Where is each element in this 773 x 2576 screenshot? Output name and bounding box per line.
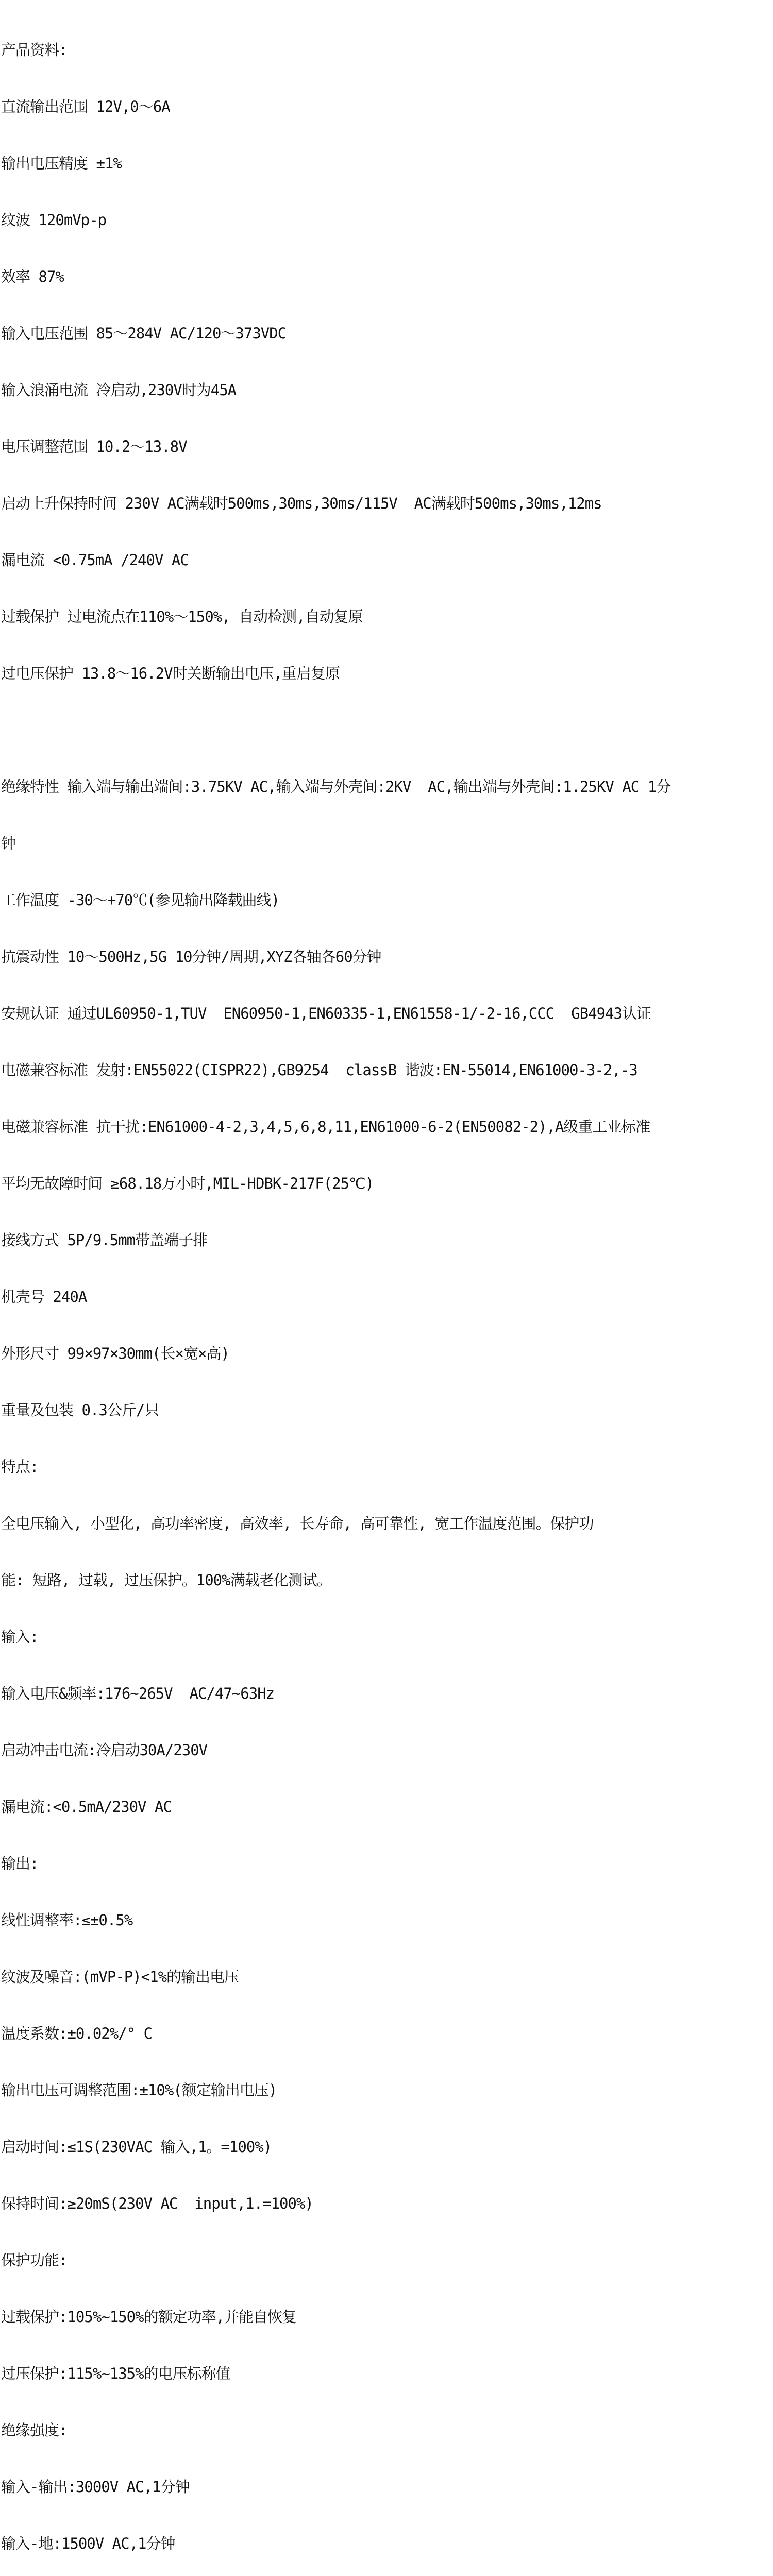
doc-line: 输入电压&频率:176~265V AC/47~63Hz [1, 1685, 275, 1702]
doc-line: 线性调整率:≤±0.5% [1, 1911, 133, 1929]
section-heading: 绝缘强度: [1, 2421, 68, 2439]
doc-line: 重量及包装 0.3公斤/只 [1, 1401, 159, 1419]
doc-line: 效率 87% [1, 268, 64, 285]
doc-line: 保持时间:≥20mS(230V AC input,1.=100%) [1, 2195, 313, 2212]
doc-line: 全电压输入, 小型化, 高功率密度, 高效率, 长寿命, 高可靠性, 宽工作温度范围。保护功 [1, 1515, 594, 1532]
doc-line: 纹波及噪音:(mVP-P)<1%的输出电压 [1, 1968, 239, 1986]
doc-line: 输出电压可调整范围:±10%(额定输出电压) [1, 2081, 277, 2099]
doc-line: 启动冲击电流:冷启动30A/230V [1, 1741, 208, 1759]
doc-line: 输入-输出:3000V AC,1分钟 [1, 2478, 190, 2496]
doc-line: 接线方式 5P/9.5mm带盖端子排 [1, 1231, 208, 1249]
doc-line: 过载保护 过电流点在110%～150%, 自动检测,自动复原 [1, 608, 363, 625]
doc-line: 电磁兼容标准 抗干扰:EN61000-4-2,3,4,5,6,8,11,EN61000-6-2(EN50082-2),A级重工业标准 [1, 1118, 650, 1136]
doc-line: 抗震动性 10～500Hz,5G 10分钟/周期,XYZ各轴各60分钟 [1, 948, 381, 965]
blank-line [1, 719, 773, 741]
doc-line: 直流输出范围 12V,0～6A [1, 98, 170, 115]
doc-line: 输入电压范围 85～284V AC/120～373VDC [1, 325, 287, 342]
doc-line: 安规认证 通过UL60950-1,TUV EN60950-1,EN60335-1,EN61558-1/-2-16,CCC GB4943认证 [1, 1005, 651, 1022]
doc-line: 输出电压精度 ±1% [1, 155, 122, 172]
doc-line: 平均无故障时间 ≥68.18万小时,MIL-HDBK-217F(25℃) [1, 1175, 374, 1192]
doc-line: 启动上升保持时间 230V AC满载时500ms,30ms,30ms/115V AC满载时500ms,30ms,12ms [1, 495, 602, 512]
doc-line: 绝缘特性 输入端与输出端间:3.75KV AC,输入端与外壳间:2KV AC,输出端与外壳间:1.25KV AC 1分 [1, 778, 671, 795]
doc-line: 机壳号 240A [1, 1288, 87, 1306]
doc-line: 工作温度 -30～+70℃(参见输出降载曲线) [1, 891, 280, 909]
doc-line: 输入浪涌电流 冷启动,230V时为45A [1, 381, 237, 399]
doc-line: 启动时间:≤1S(230VAC 输入,1。=100%) [1, 2138, 272, 2156]
doc-line: 过电压保护 13.8～16.2V时关断输出电压,重启复原 [1, 665, 340, 682]
doc-line: 电压调整范围 10.2～13.8V [1, 438, 187, 455]
section-heading: 输出: [1, 1855, 39, 1872]
doc-line: 纹波 120mVp-p [1, 211, 107, 229]
doc-line: 钟 [1, 835, 16, 852]
doc-line: 能: 短路, 过载, 过压保护。100%满载老化测试。 [1, 1571, 331, 1589]
section-heading: 输入: [1, 1628, 39, 1646]
section-heading: 保护功能: [1, 2251, 68, 2269]
doc-line: 过载保护:105%~150%的额定功率,并能自恢复 [1, 2308, 297, 2326]
doc-line: 电磁兼容标准 发射:EN55022(CISPR22),GB9254 classB 谐波:EN-55014,EN61000-3-2,-3 [1, 1061, 637, 1079]
doc-line: 外形尺寸 99×97×30mm(长×宽×高) [1, 1345, 229, 1362]
doc-line: 漏电流 <0.75mA /240V AC [1, 551, 189, 569]
doc-line: 输入-地:1500V AC,1分钟 [1, 2535, 175, 2552]
doc-line: 过压保护:115%~135%的电压标称值 [1, 2365, 230, 2382]
doc-line: 漏电流:<0.5mA/230V AC [1, 1798, 172, 1816]
doc-line: 温度系数:±0.02%/° C [1, 2025, 153, 2042]
doc-line: 产品资料: [1, 41, 68, 59]
spec-document [1, 4, 773, 2576]
section-heading: 特点: [1, 1458, 39, 1476]
